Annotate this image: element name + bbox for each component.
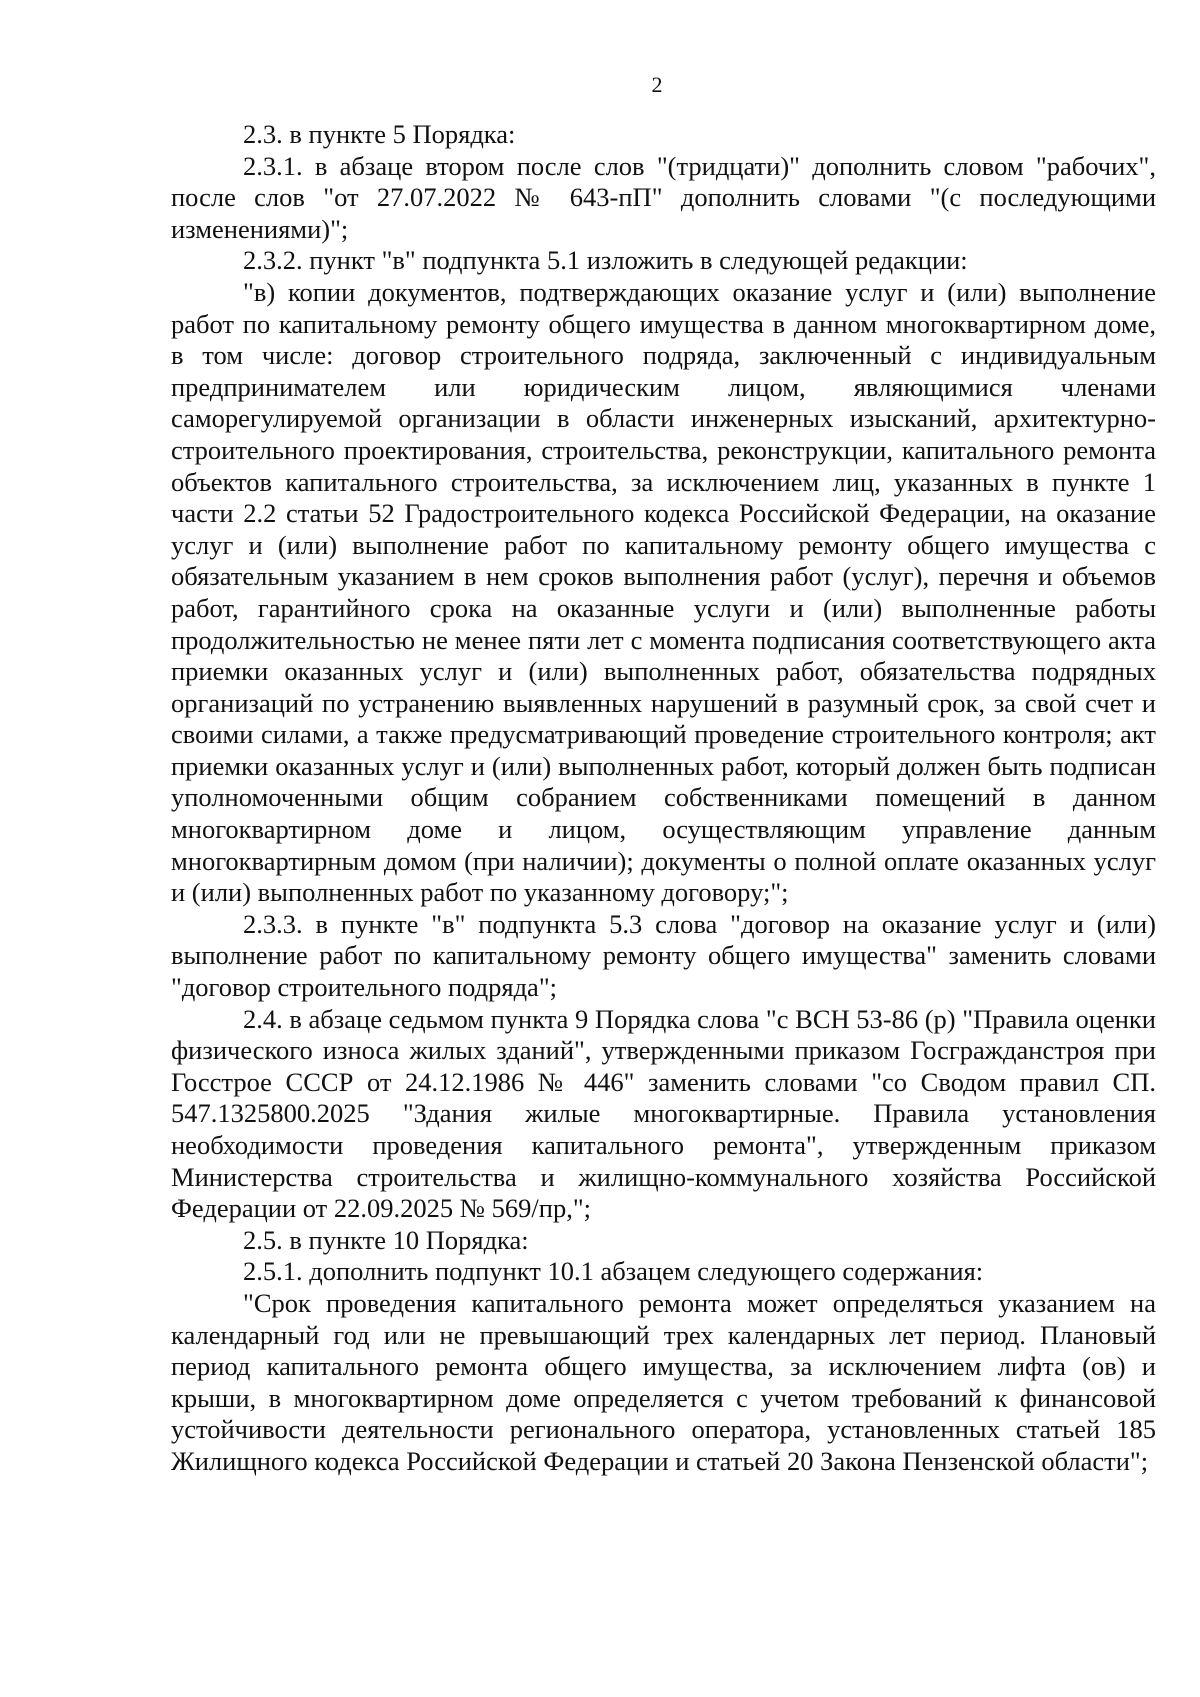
paragraph-2-3-2-text: "в) копии документов, подтверждающих оказание услуг и (или) выполнение работ по капитальному ремонту общего имущества в данном многоквартирном доме, в том числе: договор строительного подряда, заключенный с индивидуальным предпринимателем или юридическим лицом, являющимися членами саморегулируемой организации в области инженерных изысканий, архитектурно-строительного проектирования, строительства, реконструкции, капитального ремонта объектов капитального строительства, за исключением лиц, указанных в пункте 1 части 2.2 статьи 52 Градостроительного кодекса Российской Федерации, на оказание услуг и (или) выполнение работ по капитальному ремонту общего имущества с обязательным указанием в нем сроков выполнения работ (услуг), перечня и объемов работ, гарантийного срока на оказанные услуги и (или) выполненные работы продолжительностью не менее пяти лет с момента подписания соответствующего акта приемки оказанных услуг и (или) выполненных работ, обязательства подрядных организаций по устранению выявленных нарушений в разумный срок, за свой счет и своими силами, а также предусматривающий проведение строительного контроля; акт приемки оказанных услуг и (или) выполненных работ, который должен быть подписан уполномоченными общим собранием собственниками помещений в данном многоквартирном доме и лицом, осуществляющим управление данным многоквартирным домом (при наличии); документы о полной оплате оказанных услуг и (или) выполненных работ по указанному договору;";: [171, 276, 1156, 908]
paragraph-2-5: 2.5. в пункте 10 Порядка:: [243, 1224, 529, 1255]
paragraph-2-3-1: 2.3.1. в абзаце втором после слов "(тридцати)" дополнить словом "рабочих", после слов "от 27.07.2022 № 643-пП" дополнить словами "(с последующими изменениями)";: [171, 150, 1156, 244]
document-body: [171, 119, 1156, 1478]
paragraph-2-3: 2.3. в пункте 5 Порядка:: [243, 119, 516, 149]
paragraph-2-5-1: 2.5.1. дополнить подпункт 10.1 абзацем следующего содержания:: [243, 1256, 984, 1287]
page-number: 2: [651, 72, 663, 97]
paragraph-2-3-2: 2.3.2. пункт "в" подпункта 5.1 изложить в следующей редакции:: [243, 245, 968, 276]
paragraph-2-3-3: 2.3.3. в пункте "в" подпункта 5.3 слова "договор на оказание услуг и (или) выполнение работ по капитальному ремонту общего имущества" заменить словами "договор строительного подряда";: [171, 908, 1156, 1003]
paragraph-2-5-1-text: "Срок проведения капитального ремонта может определяться указанием на календарный год или не превышающий трех календарных лет период. Плановый период капитального ремонта общего имущества, за исключением лифта (ов) и крыши, в многоквартирном доме определяется с учетом требований к финансовой устойчивости деятельности регионального оператора, установленных статьей 185 Жилищного кодекса Российской Федерации и статьей 20 Закона Пензенской области";: [171, 1287, 1156, 1476]
paragraph-2-4: 2.4. в абзаце седьмом пункта 9 Порядка слова "с ВСН 53-86 (р) "Правила оценки физического износа жилых зданий", утвержденными приказом Госгражданстроя при Госстрое СССР от 24.12.1986 № 446" заменить словами "со Сводом правил СП. 547.1325800.2025 "Здания жилые многоквартирные. Правила установления необходимости проведения капитального ремонта", утвержденным приказом Министерства строительства и жилищно-коммунального хозяйства Российской Федерации от 22.09.2025 № 569/пр,";: [171, 1003, 1156, 1224]
